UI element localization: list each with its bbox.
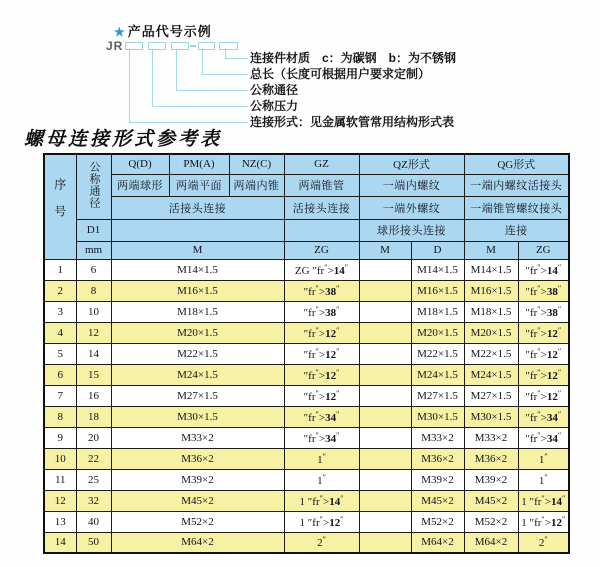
table-row xyxy=(44,532,569,553)
product-code-heading xyxy=(114,21,212,40)
table-row xyxy=(44,322,569,343)
row-qz-d: M18×1.5 xyxy=(411,301,464,322)
row-qg-zg: ″fr″>38″ xyxy=(518,301,569,322)
row-gz-zg: ″fr″>12″ xyxy=(284,364,359,385)
row-dn: 6 xyxy=(76,259,111,280)
header-unit-m: M xyxy=(111,241,284,259)
row-gz-zg: ″fr″>12″ xyxy=(284,385,359,406)
row-no: 5 xyxy=(44,343,76,364)
row-m: M36×2 xyxy=(111,448,284,469)
header-type-qg: 一端内螺纹活接头 xyxy=(464,174,569,196)
header-type-gz: 两端锥管 xyxy=(284,174,359,196)
table-row xyxy=(44,511,569,532)
row-qz-m xyxy=(359,511,411,532)
row-qg-zg: ″fr″>12″ xyxy=(518,385,569,406)
row-gz-zg: 2″ xyxy=(284,532,359,553)
row-qg-zg: ″fr″>12″ xyxy=(518,343,569,364)
row-gz-zg: 1″ xyxy=(284,469,359,490)
table-row xyxy=(44,406,569,427)
diagram-label-pressure: 公称压力 xyxy=(250,99,299,113)
row-qg-zg: 1 ″fr″>14″ xyxy=(518,490,569,511)
row-m: M39×2 xyxy=(111,469,284,490)
row-m: M24×1.5 xyxy=(111,364,284,385)
row-dn: 40 xyxy=(76,511,111,532)
row-qg-m: M22×1.5 xyxy=(464,343,518,364)
row-qz-d: M22×1.5 xyxy=(411,343,464,364)
row-qz-m xyxy=(359,448,411,469)
row-m: M16×1.5 xyxy=(111,280,284,301)
header-conn2-qg: 连接 xyxy=(464,219,569,241)
table-row xyxy=(44,343,569,364)
row-dn: 18 xyxy=(76,406,111,427)
row-qg-m: M16×1.5 xyxy=(464,280,518,301)
header-type-q: 两端球形 xyxy=(111,174,169,196)
row-qg-zg: ″fr″>34″ xyxy=(518,406,569,427)
header-conn-qg: 一端锥管螺纹接头 xyxy=(464,196,569,219)
row-qz-d: M52×2 xyxy=(411,511,464,532)
row-m: M18×1.5 xyxy=(111,301,284,322)
code-box-5 xyxy=(219,42,238,50)
row-dn: 22 xyxy=(76,448,111,469)
row-gz-zg: 1 ″fr″>12″ xyxy=(284,511,359,532)
nut-connection-table xyxy=(43,153,570,554)
row-gz-zg: ZG ″fr″>14″ xyxy=(284,259,359,280)
header-blank-left xyxy=(111,219,284,241)
table-title: 螺母连接形式参考表 xyxy=(24,129,223,150)
row-qg-m: M20×1.5 xyxy=(464,322,518,343)
header-conn-qz: 一端外螺纹 xyxy=(359,196,464,219)
header-d1: D1 xyxy=(76,219,111,241)
row-qg-m: M33×2 xyxy=(464,427,518,448)
row-qz-d: M33×2 xyxy=(411,427,464,448)
header-conn-gz: 活接头连接 xyxy=(284,196,359,219)
row-gz-zg: ″fr″>38″ xyxy=(284,280,359,301)
row-qg-zg: ″fr″>38″ xyxy=(518,280,569,301)
row-dn: 32 xyxy=(76,490,111,511)
row-qg-m: M18×1.5 xyxy=(464,301,518,322)
row-qz-m xyxy=(359,343,411,364)
row-dn: 12 xyxy=(76,322,111,343)
row-qg-m: M52×2 xyxy=(464,511,518,532)
row-no: 8 xyxy=(44,406,76,427)
header-code-gz: GZ xyxy=(284,154,359,174)
code-box-1 xyxy=(125,42,143,50)
row-qg-zg: 1″ xyxy=(518,469,569,490)
header-joint-conn: 活接头连接 xyxy=(111,196,284,219)
header-dn: 公称通径 xyxy=(76,154,111,219)
row-qz-m xyxy=(359,385,411,406)
diagram-label-material: 连接件材质 c：为碳钢 b：为不锈钢 xyxy=(250,51,457,65)
row-qz-m xyxy=(359,532,411,553)
row-dn: 25 xyxy=(76,469,111,490)
leader-line-2h xyxy=(152,106,248,107)
table-row xyxy=(44,385,569,406)
row-qg-zg: ″fr″>34″ xyxy=(518,427,569,448)
row-no: 4 xyxy=(44,322,76,343)
row-m: M45×2 xyxy=(111,490,284,511)
row-m: M20×1.5 xyxy=(111,322,284,343)
row-qg-m: M24×1.5 xyxy=(464,364,518,385)
table-row xyxy=(44,427,569,448)
row-m: M27×1.5 xyxy=(111,385,284,406)
row-qz-m xyxy=(359,364,411,385)
row-no: 3 xyxy=(44,301,76,322)
product-code-heading-text: 产品代号示例 xyxy=(127,24,212,39)
row-qz-m xyxy=(359,406,411,427)
row-m: M30×1.5 xyxy=(111,406,284,427)
row-qz-d: M14×1.5 xyxy=(411,259,464,280)
row-qz-m xyxy=(359,259,411,280)
header-unit-qg-zg: ZG xyxy=(518,241,569,259)
row-m: M64×2 xyxy=(111,532,284,553)
header-unit-qg-m: M xyxy=(464,241,518,259)
row-qz-m xyxy=(359,469,411,490)
leader-line-5 xyxy=(225,50,226,58)
row-qg-m: M39×2 xyxy=(464,469,518,490)
header-unit-gz-zg: ZG xyxy=(284,241,359,259)
table-row xyxy=(44,364,569,385)
row-no: 6 xyxy=(44,364,76,385)
row-qz-d: M16×1.5 xyxy=(411,280,464,301)
row-qg-zg: ″fr″>14″ xyxy=(518,259,569,280)
row-gz-zg: ″fr″>12″ xyxy=(284,322,359,343)
row-qg-m: M14×1.5 xyxy=(464,259,518,280)
row-gz-zg: 1 ″fr″>14″ xyxy=(284,490,359,511)
row-qz-d: M24×1.5 xyxy=(411,364,464,385)
row-qg-zg: 2″ xyxy=(518,532,569,553)
header-code-q: Q(D) xyxy=(111,154,169,174)
row-qg-zg: ″fr″>12″ xyxy=(518,364,569,385)
leader-line-1h xyxy=(129,122,248,123)
row-qg-m: M30×1.5 xyxy=(464,406,518,427)
row-qz-d: M39×2 xyxy=(411,469,464,490)
leader-line-4h xyxy=(202,74,248,75)
row-gz-zg: ″fr″>34″ xyxy=(284,427,359,448)
row-no: 11 xyxy=(44,469,76,490)
header-unit-qz-m: M xyxy=(359,241,411,259)
leader-line-5h xyxy=(225,58,248,59)
table-row xyxy=(44,301,569,322)
code-box-2 xyxy=(148,42,166,50)
row-qz-m xyxy=(359,427,411,448)
row-m: M33×2 xyxy=(111,427,284,448)
row-no: 2 xyxy=(44,280,76,301)
leader-line-3 xyxy=(176,50,177,90)
header-code-pm: PM(A) xyxy=(169,154,229,174)
star-icon: ★ xyxy=(114,25,126,39)
header-code-nz: NZ(C) xyxy=(229,154,284,174)
header-conn2-qz: 球形接头连接 xyxy=(359,219,464,241)
leader-line-4 xyxy=(202,50,203,74)
row-gz-zg: ″fr″>38″ xyxy=(284,301,359,322)
diagram-label-length: 总长（长度可根据用户要求定制） xyxy=(250,67,431,81)
row-qg-m: M36×2 xyxy=(464,448,518,469)
leader-line-2 xyxy=(152,50,153,106)
row-qz-d: M45×2 xyxy=(411,490,464,511)
row-m: M52×2 xyxy=(111,511,284,532)
row-no: 9 xyxy=(44,427,76,448)
row-dn: 50 xyxy=(76,532,111,553)
row-qg-zg: 1″ xyxy=(518,448,569,469)
row-no: 10 xyxy=(44,448,76,469)
row-no: 7 xyxy=(44,385,76,406)
table-row xyxy=(44,490,569,511)
row-m: M22×1.5 xyxy=(111,343,284,364)
code-box-4 xyxy=(198,42,215,50)
row-m: M14×1.5 xyxy=(111,259,284,280)
diagram-label-diameter: 公称通径 xyxy=(250,83,299,97)
header-type-pm: 两端平面 xyxy=(169,174,229,196)
row-no: 12 xyxy=(44,490,76,511)
row-dn: 10 xyxy=(76,301,111,322)
table-row xyxy=(44,259,569,280)
header-mm: mm xyxy=(76,241,111,259)
row-dn: 16 xyxy=(76,385,111,406)
row-dn: 14 xyxy=(76,343,111,364)
row-dn: 15 xyxy=(76,364,111,385)
row-qz-m xyxy=(359,280,411,301)
row-no: 14 xyxy=(44,532,76,553)
diagram-label-connection: 连接形式：见金属软管常用结构形式表 xyxy=(250,115,455,129)
row-qg-zg: 1 ″fr″>12″ xyxy=(518,511,569,532)
header-seq: 序号 xyxy=(44,154,76,259)
table-header xyxy=(44,154,569,259)
row-qg-m: M45×2 xyxy=(464,490,518,511)
row-gz-zg: ″fr″>34″ xyxy=(284,406,359,427)
header-blank-gz xyxy=(284,219,359,241)
table-body xyxy=(44,259,569,553)
row-qz-d: M36×2 xyxy=(411,448,464,469)
row-qg-m: M27×1.5 xyxy=(464,385,518,406)
row-qz-d: M64×2 xyxy=(411,532,464,553)
row-qz-m xyxy=(359,490,411,511)
row-dn: 20 xyxy=(76,427,111,448)
row-dn: 8 xyxy=(76,280,111,301)
product-code-prefix: JR xyxy=(106,39,124,53)
row-no: 13 xyxy=(44,511,76,532)
leader-line-1 xyxy=(129,50,130,122)
header-type-qz: 一端内螺纹 xyxy=(359,174,464,196)
header-type-nz: 两端内锥 xyxy=(229,174,284,196)
table-row xyxy=(44,448,569,469)
row-qz-d: M30×1.5 xyxy=(411,406,464,427)
code-dash xyxy=(190,45,196,47)
row-qg-zg: ″fr″>12″ xyxy=(518,322,569,343)
code-box-3 xyxy=(171,42,189,50)
row-qg-m: M64×2 xyxy=(464,532,518,553)
row-qz-d: M27×1.5 xyxy=(411,385,464,406)
header-code-qg: QG形式 xyxy=(464,154,569,174)
row-no: 1 xyxy=(44,259,76,280)
table-row xyxy=(44,469,569,490)
row-qz-m xyxy=(359,322,411,343)
row-gz-zg: ″fr″>12″ xyxy=(284,343,359,364)
leader-line-3h xyxy=(176,90,248,91)
table-row xyxy=(44,280,569,301)
header-unit-qz-d: D xyxy=(411,241,464,259)
row-qz-d: M20×1.5 xyxy=(411,322,464,343)
row-qz-m xyxy=(359,301,411,322)
row-gz-zg: 1″ xyxy=(284,448,359,469)
header-code-qz: QZ形式 xyxy=(359,154,464,174)
